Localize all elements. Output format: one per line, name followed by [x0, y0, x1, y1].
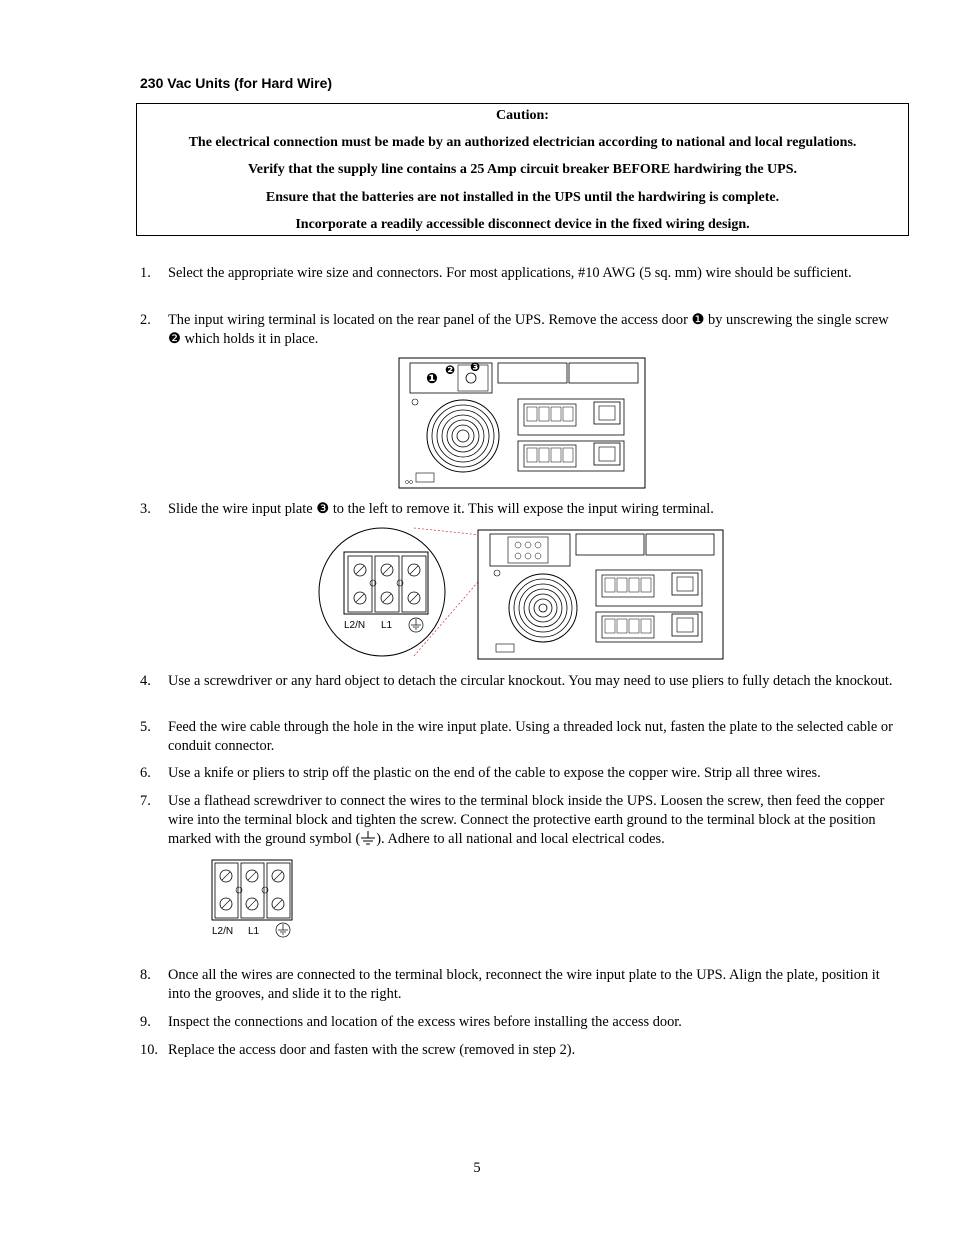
step-text: Feed the wire cable through the hole in the wire input plate. Using a threaded lock nut, fasten the plate to the selected cable or conduit connector.	[168, 719, 893, 754]
callout-two-marker: ❷	[445, 363, 456, 377]
caution-title: Caution:	[496, 108, 549, 123]
step-text: Use a knife or pliers to strip off the plastic on the end of the cable to expose the copper wire. Strip all three wires.	[168, 765, 821, 781]
caution-box	[136, 103, 909, 236]
callout-one: ❶	[691, 312, 705, 328]
caution-line-3: Ensure that the batteries are not installed in the UPS until the hardwiring is complete.	[265, 190, 780, 205]
section-heading: 230 Vac Units (for Hard Wire)	[140, 75, 333, 91]
callout-two: ❷	[168, 331, 181, 347]
step-number: 5.	[140, 719, 151, 735]
step-text: Slide the wire input plate ❸ to the left to remove it. This will expose the input wiring terminal.	[168, 501, 714, 517]
ground-icon	[276, 923, 290, 937]
caution-line-2: Verify that the supply line contains a 25 Amp circuit breaker BEFORE hardwiring the UPS.	[247, 162, 797, 177]
callout-three-marker: ❸	[470, 360, 481, 374]
terminal-zoom-circle	[319, 528, 445, 656]
callout-one-marker: ❶	[426, 371, 438, 387]
step-number: 9.	[140, 1014, 151, 1030]
caution-line-1: The electrical connection must be made by an authorized electrician according to national and local regulations.	[188, 135, 857, 150]
step-number: 7.	[140, 793, 151, 809]
step-number: 6.	[140, 765, 151, 781]
step-number: 8.	[140, 967, 151, 983]
step-text: Inspect the connections and location of the excess wires before installing the access door.	[168, 1014, 682, 1030]
step-text: Use a screwdriver or any hard object to detach the circular knockout. You may need to use pliers to fully detach the knockout.	[168, 673, 893, 689]
ups-rear-panel-figure	[398, 357, 646, 489]
step-number: 1.	[140, 265, 151, 281]
step-number: 10.	[140, 1042, 158, 1058]
step-text: Select the appropriate wire size and connectors. For most applications, #10 AWG (5 sq. mm) wire should be sufficient.	[168, 265, 852, 281]
label-l2n: L2/N	[344, 620, 366, 631]
terminal-block-figure	[210, 858, 294, 942]
step-number: 4.	[140, 673, 151, 689]
callout-three: ❸	[316, 501, 330, 517]
label-l1: L1	[248, 926, 260, 937]
page-number: 5	[473, 1160, 481, 1176]
step-text: Replace the access door and fasten with the screw (removed in step 2).	[168, 1042, 576, 1058]
step-number: 3.	[140, 501, 151, 517]
label-l1: L1	[381, 620, 393, 631]
step-text: The input wiring terminal is located on the rear panel of the UPS. Remove the access door ❶ by unscrewing the single screw ❷ which holds it in place.	[168, 312, 889, 347]
label-l2n: L2/N	[212, 926, 234, 937]
step-number: 2.	[140, 312, 151, 328]
terminal-exposed-figure	[318, 526, 726, 660]
step-text: Use a flathead screwdriver to connect the wires to the terminal block inside the UPS. Loosen the screw, then feed the copper wire into the terminal block and tighten the screw. Connect the protective earth ground to the terminal block at the position marked with the ground symbol ( ). Adhere to all national and local electrical codes.	[168, 793, 885, 847]
caution-line-4: Incorporate a readily accessible disconnect device in the fixed wiring design.	[295, 217, 750, 232]
step-text: Once all the wires are connected to the terminal block, reconnect the wire input plate to the UPS. Align the plate, position it into the grooves, and slide it to the right.	[168, 967, 880, 1002]
ground-symbol-icon	[360, 831, 376, 845]
